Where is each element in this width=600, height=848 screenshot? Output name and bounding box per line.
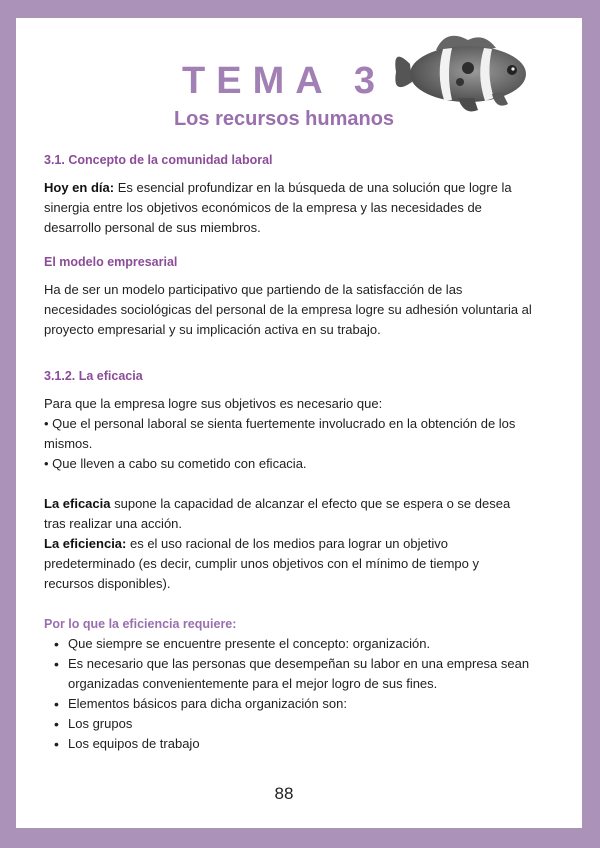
page-subtitle: Los recursos humanos [173,108,395,130]
paragraph-eficacia-line2: • Que lleven a cabo su cometido con eficacia. [44,456,307,471]
list-item: • Elementos básicos para dicha organización son: [68,694,532,714]
list-item: • Es necesario que las personas que desempeñan su labor en una empresa sean organizadas convenientemente para el mejor logro de sus fines. [68,654,532,694]
list-item: • Los grupos [68,714,532,734]
page-title: TEMA 3 [182,60,386,102]
paragraph-modelo: Ha de ser un modelo participativo que partiendo de la satisfacción de las necesidades sociológicas del personal de la empresa logre su adhesión voluntaria al proyecto empresarial y su implicación activa en su trabajo. [44,282,532,337]
page-number: 88 [274,784,294,803]
lead-eficiencia: La eficiencia: [44,536,127,551]
paragraph-hoy-en-dia [44,178,532,238]
paragraph-eficacia-intro: Para que la empresa logre sus objetivos es necesario que: [44,396,383,411]
lead-eficacia: La eficacia [44,496,111,511]
paragraph-eficiencia-definition [44,534,532,594]
section-heading-requiere: Por lo que la eficiencia requiere: [44,617,237,631]
section-heading-modelo: El modelo empresarial [44,255,178,269]
text-eficiencia: es el uso racional de los medios para lograr un objetivo predeterminado (es decir, cumplir unos objetivos con el mínimo de tiempo y recursos disponibles). [44,536,479,591]
list-item: • Los equipos de trabajo [68,734,532,754]
text-hoy-en-dia: Es esencial profundizar en la búsqueda de una solución que logre la sinergia entre los objetivos económicos de la empresa y las necesidades de desarrollo personal de sus miembros. [44,180,512,235]
main-content [44,150,532,754]
paragraph-eficacia-line1: • Que el personal laboral se sienta fuertemente involucrado en la obtención de los mismos. [44,416,516,451]
requirements-list [44,634,532,754]
section-heading-3-1-2: 3.1.2. La eficacia [44,369,143,383]
lead-hoy-en-dia: Hoy en día: [44,180,115,195]
section-heading-3-1: 3.1. Concepto de la comunidad laboral [44,153,273,167]
paragraph-eficacia-definition [44,494,532,534]
list-item: • Que siempre se encuentre presente el concepto: organización. [68,634,532,654]
text-eficacia: supone la capacidad de alcanzar el efecto que se espera o se desea tras realizar una acción. [44,496,511,531]
